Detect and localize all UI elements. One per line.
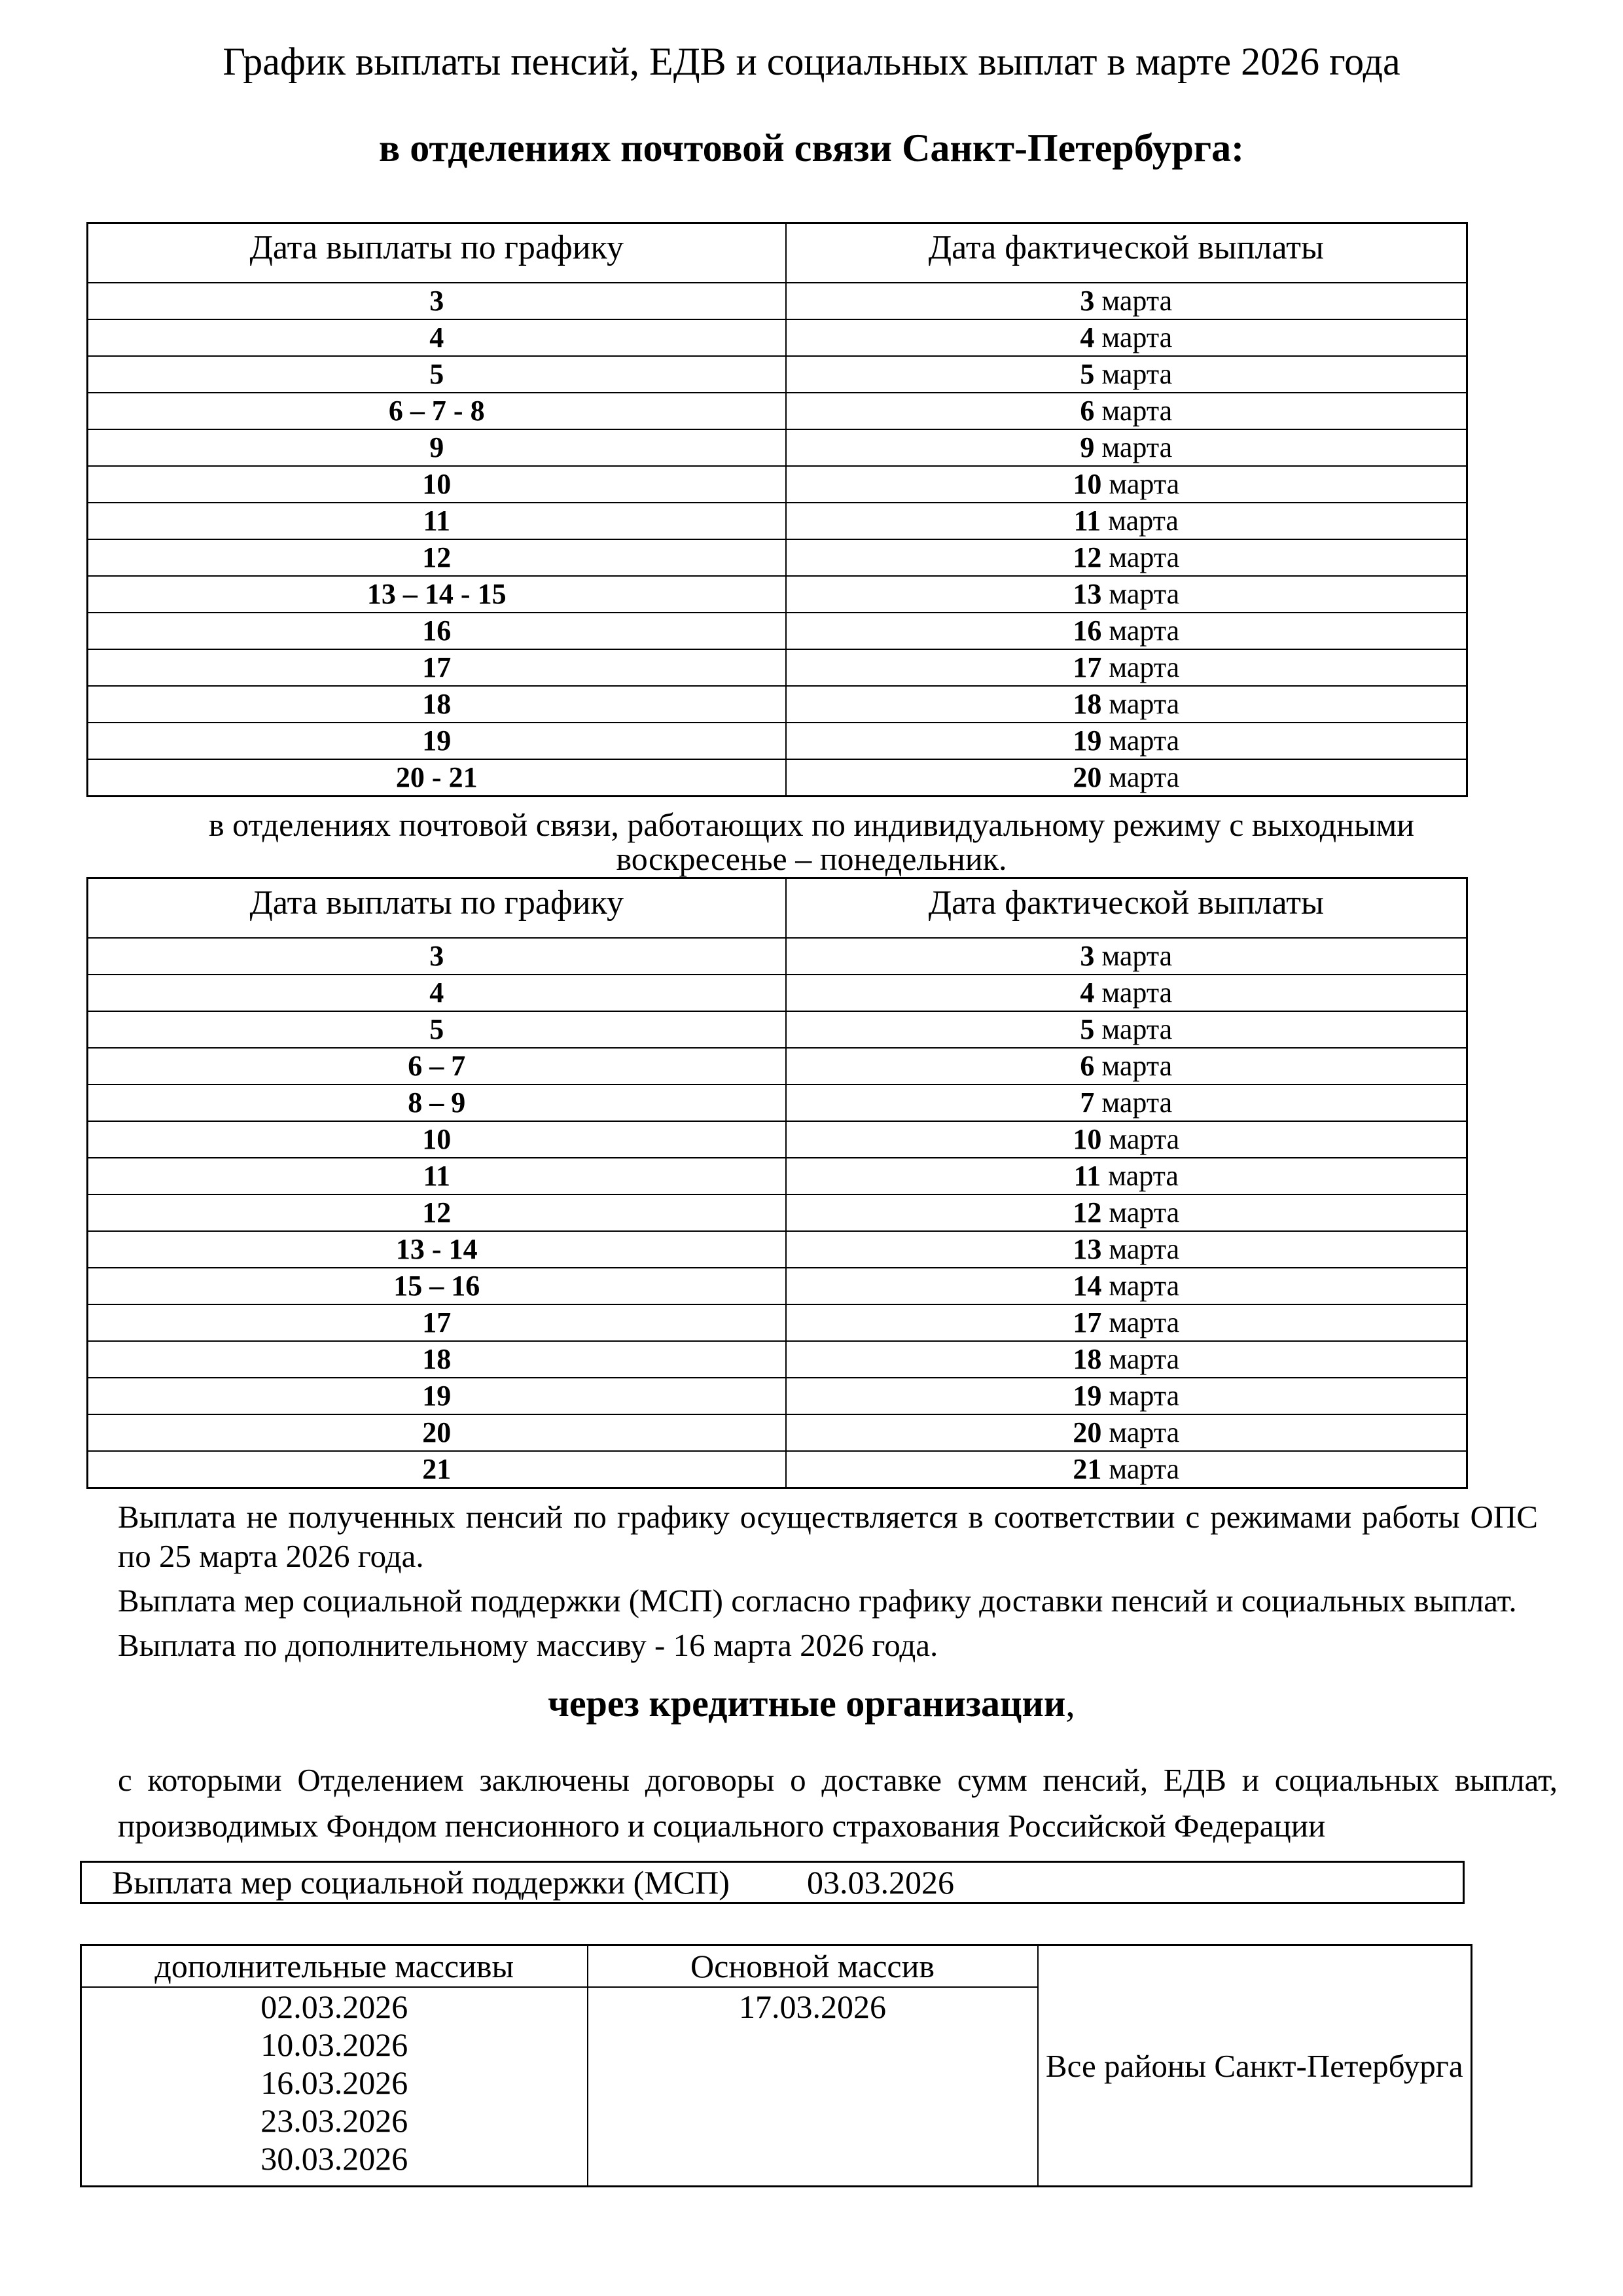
- additional-array-dates: [81, 1987, 588, 2187]
- actual-date-day: 12: [1073, 541, 1102, 573]
- scheduled-date-cell: 13 – 14 - 15: [88, 576, 786, 613]
- actual-date-day: 10: [1073, 1123, 1102, 1155]
- actual-date-day: 16: [1073, 615, 1102, 647]
- actual-date-cell: 18 марта: [786, 686, 1467, 723]
- notes-section: [118, 1498, 1538, 1670]
- payment-arrays-table: [80, 1944, 1472, 2187]
- additional-array-date: 23.03.2026: [260, 2102, 408, 2139]
- schedule-row: [88, 283, 1467, 319]
- scheduled-date-cell: 19: [88, 1378, 786, 1414]
- scheduled-date-cell: 4: [88, 975, 786, 1011]
- actual-date-header: Дата фактической выплаты: [786, 878, 1467, 939]
- msp-payment-date: 03.03.2026: [807, 1864, 954, 1901]
- main-array-header: Основной массив: [588, 1945, 1038, 1988]
- scheduled-date-cell: 11: [88, 503, 786, 539]
- actual-date-cell: 20 марта: [786, 1414, 1467, 1451]
- scheduled-date-cell: 5: [88, 356, 786, 393]
- actual-date-header: Дата фактической выплаты: [786, 223, 1467, 283]
- actual-date-cell: 11 марта: [786, 1158, 1467, 1194]
- scheduled-date-cell: 3: [88, 938, 786, 975]
- note-unreceived-pensions: Выплата не полученных пенсий по графику осуществляется в соответствии с режимами работы ОПС по 25 марта 2026 года.: [118, 1499, 1538, 1574]
- schedule-row: [88, 1194, 1467, 1231]
- scheduled-date-header: Дата выплаты по графику: [88, 878, 786, 939]
- actual-date-day: 7: [1080, 1086, 1095, 1119]
- msp-payment-table: [80, 1861, 1465, 1904]
- actual-date-cell: 19 марта: [786, 1378, 1467, 1414]
- actual-date-cell: 10 марта: [786, 466, 1467, 503]
- actual-date-cell: 20 марта: [786, 759, 1467, 797]
- actual-date-day: 13: [1073, 578, 1102, 610]
- actual-date-day: 13: [1073, 1233, 1102, 1265]
- actual-date-cell: 13 марта: [786, 1231, 1467, 1268]
- schedule-row: [88, 1048, 1467, 1085]
- actual-date-day: 11: [1073, 1160, 1101, 1192]
- actual-date-cell: 4 марта: [786, 975, 1467, 1011]
- schedule-header-row: [88, 223, 1467, 283]
- scheduled-date-cell: 19: [88, 723, 786, 759]
- actual-date-cell: 21 марта: [786, 1451, 1467, 1488]
- actual-date-day: 21: [1073, 1453, 1102, 1485]
- scheduled-date-cell: 6 – 7: [88, 1048, 786, 1085]
- scheduled-date-cell: 16: [88, 613, 786, 649]
- actual-date-day: 5: [1080, 358, 1095, 390]
- schedule-row: [88, 466, 1467, 503]
- credit-organizations-heading: [0, 1682, 1623, 1725]
- actual-date-day: 3: [1080, 285, 1095, 317]
- additional-array-date: 16.03.2026: [260, 2064, 408, 2101]
- credit-organizations-heading-text: через кредитные организации: [548, 1682, 1066, 1725]
- scheduled-date-cell: 13 - 14: [88, 1231, 786, 1268]
- schedule-row: [88, 649, 1467, 686]
- scheduled-date-cell: 11: [88, 1158, 786, 1194]
- credit-organizations-paragraph: с которыми Отделением заключены договоры о доставке сумм пенсий, ЕДВ и социальных выплат, производимых Фондом пенсионного и социального страхования Российской Федерации: [118, 1762, 1558, 1844]
- actual-date-cell: 3 марта: [786, 938, 1467, 975]
- schedule-row: [88, 975, 1467, 1011]
- schedule-header-row: [88, 878, 1467, 939]
- schedule-row: [88, 1378, 1467, 1414]
- schedule-row: [88, 1414, 1467, 1451]
- schedule-row: [88, 1011, 1467, 1048]
- schedule-row: [88, 938, 1467, 975]
- actual-date-day: 19: [1073, 725, 1102, 757]
- actual-date-day: 18: [1073, 1343, 1102, 1375]
- msp-payment-label: Выплата мер социальной поддержки (МСП): [112, 1864, 730, 1901]
- actual-date-cell: 19 марта: [786, 723, 1467, 759]
- scheduled-date-cell: 8 – 9: [88, 1085, 786, 1121]
- post-office-schedule-table: [86, 222, 1468, 797]
- scheduled-date-cell: 17: [88, 649, 786, 686]
- actual-date-cell: 4 марта: [786, 319, 1467, 356]
- scheduled-date-cell: 21: [88, 1451, 786, 1488]
- scheduled-date-cell: 20: [88, 1414, 786, 1451]
- individual-regime-note-line1: в отделениях почтовой связи, работающих по индивидуальному режиму с выходными: [209, 806, 1414, 843]
- additional-array-date: 10.03.2026: [260, 2026, 408, 2063]
- scheduled-date-cell: 4: [88, 319, 786, 356]
- actual-date-cell: 5 марта: [786, 356, 1467, 393]
- msp-payment-row: [81, 1862, 1464, 1903]
- actual-date-cell: 12 марта: [786, 539, 1467, 576]
- actual-date-day: 5: [1080, 1013, 1095, 1045]
- all-districts-cell: Все районы Санкт-Петербурга: [1038, 1945, 1472, 2187]
- page-subtitle: в отделениях почтовой связи Санкт-Петербурга:: [378, 126, 1245, 170]
- actual-date-day: 20: [1073, 1416, 1102, 1448]
- actual-date-cell: 12 марта: [786, 1194, 1467, 1231]
- schedule-row: [88, 319, 1467, 356]
- scheduled-date-cell: 17: [88, 1304, 786, 1341]
- scheduled-date-header: Дата выплаты по графику: [88, 223, 786, 283]
- schedule-table-body: [88, 938, 1467, 1488]
- scheduled-date-cell: 18: [88, 686, 786, 723]
- actual-date-day: 11: [1073, 505, 1101, 537]
- individual-regime-schedule-table: [86, 877, 1468, 1489]
- actual-date-day: 17: [1073, 1306, 1102, 1338]
- schedule-row: [88, 723, 1467, 759]
- schedule-table-body: [88, 283, 1467, 797]
- actual-date-cell: 14 марта: [786, 1268, 1467, 1304]
- actual-date-cell: 18 марта: [786, 1341, 1467, 1378]
- msp-payment-cell: [81, 1862, 1464, 1903]
- page-title: График выплаты пенсий, ЕДВ и социальных выплат в марте 2026 года: [223, 40, 1400, 83]
- schedule-row: [88, 576, 1467, 613]
- note-msp-schedule: Выплата мер социальной поддержки (МСП) согласно графику доставки пенсий и социальных выплат.: [118, 1583, 1517, 1619]
- actual-date-day: 6: [1080, 395, 1095, 427]
- schedule-row: [88, 1085, 1467, 1121]
- actual-date-day: 17: [1073, 651, 1102, 683]
- actual-date-cell: 6 марта: [786, 1048, 1467, 1085]
- schedule-row: [88, 356, 1467, 393]
- scheduled-date-cell: 9: [88, 429, 786, 466]
- schedule-row: [88, 429, 1467, 466]
- schedule-row: [88, 613, 1467, 649]
- actual-date-cell: 16 марта: [786, 613, 1467, 649]
- scheduled-date-cell: 12: [88, 1194, 786, 1231]
- actual-date-cell: 13 марта: [786, 576, 1467, 613]
- actual-date-cell: 7 марта: [786, 1085, 1467, 1121]
- actual-date-day: 4: [1080, 321, 1095, 353]
- arrays-header-row: [81, 1945, 1472, 1988]
- scheduled-date-cell: 20 - 21: [88, 759, 786, 797]
- schedule-row: [88, 759, 1467, 797]
- actual-date-day: 10: [1073, 468, 1102, 500]
- actual-date-day: 12: [1073, 1196, 1102, 1229]
- actual-date-cell: 11 марта: [786, 503, 1467, 539]
- scheduled-date-cell: 10: [88, 1121, 786, 1158]
- schedule-row: [88, 1341, 1467, 1378]
- actual-date-day: 4: [1080, 977, 1095, 1009]
- actual-date-cell: 17 марта: [786, 1304, 1467, 1341]
- schedule-row: [88, 1268, 1467, 1304]
- schedule-row: [88, 686, 1467, 723]
- main-array-date: 17.03.2026: [588, 1987, 1038, 2187]
- actual-date-cell: 6 марта: [786, 393, 1467, 429]
- scheduled-date-cell: 5: [88, 1011, 786, 1048]
- additional-arrays-header: дополнительные массивы: [81, 1945, 588, 1988]
- actual-date-day: 3: [1080, 940, 1095, 972]
- schedule-row: [88, 1231, 1467, 1268]
- actual-date-day: 14: [1073, 1270, 1102, 1302]
- credit-organizations-heading-comma: ,: [1065, 1682, 1075, 1725]
- schedule-row: [88, 539, 1467, 576]
- actual-date-day: 18: [1073, 688, 1102, 720]
- schedule-row: [88, 1158, 1467, 1194]
- actual-date-cell: 10 марта: [786, 1121, 1467, 1158]
- actual-date-day: 19: [1073, 1380, 1102, 1412]
- actual-date-cell: 9 марта: [786, 429, 1467, 466]
- scheduled-date-cell: 15 – 16: [88, 1268, 786, 1304]
- actual-date-cell: 17 марта: [786, 649, 1467, 686]
- schedule-row: [88, 1451, 1467, 1488]
- scheduled-date-cell: 6 – 7 - 8: [88, 393, 786, 429]
- additional-array-date: 02.03.2026: [260, 1988, 408, 2025]
- scheduled-date-cell: 10: [88, 466, 786, 503]
- actual-date-day: 20: [1073, 761, 1102, 793]
- individual-regime-note: [0, 808, 1623, 876]
- actual-date-day: 6: [1080, 1050, 1095, 1082]
- scheduled-date-cell: 12: [88, 539, 786, 576]
- schedule-row: [88, 503, 1467, 539]
- schedule-row: [88, 393, 1467, 429]
- scheduled-date-cell: 18: [88, 1341, 786, 1378]
- scheduled-date-cell: 3: [88, 283, 786, 319]
- actual-date-cell: 5 марта: [786, 1011, 1467, 1048]
- schedule-row: [88, 1304, 1467, 1341]
- additional-array-date: 30.03.2026: [260, 2140, 408, 2177]
- actual-date-cell: 3 марта: [786, 283, 1467, 319]
- actual-date-day: 9: [1080, 431, 1095, 463]
- schedule-row: [88, 1121, 1467, 1158]
- note-additional-array: Выплата по дополнительному массиву - 16 марта 2026 года.: [118, 1627, 938, 1663]
- individual-regime-note-line2: воскресенье – понедельник.: [616, 840, 1007, 877]
